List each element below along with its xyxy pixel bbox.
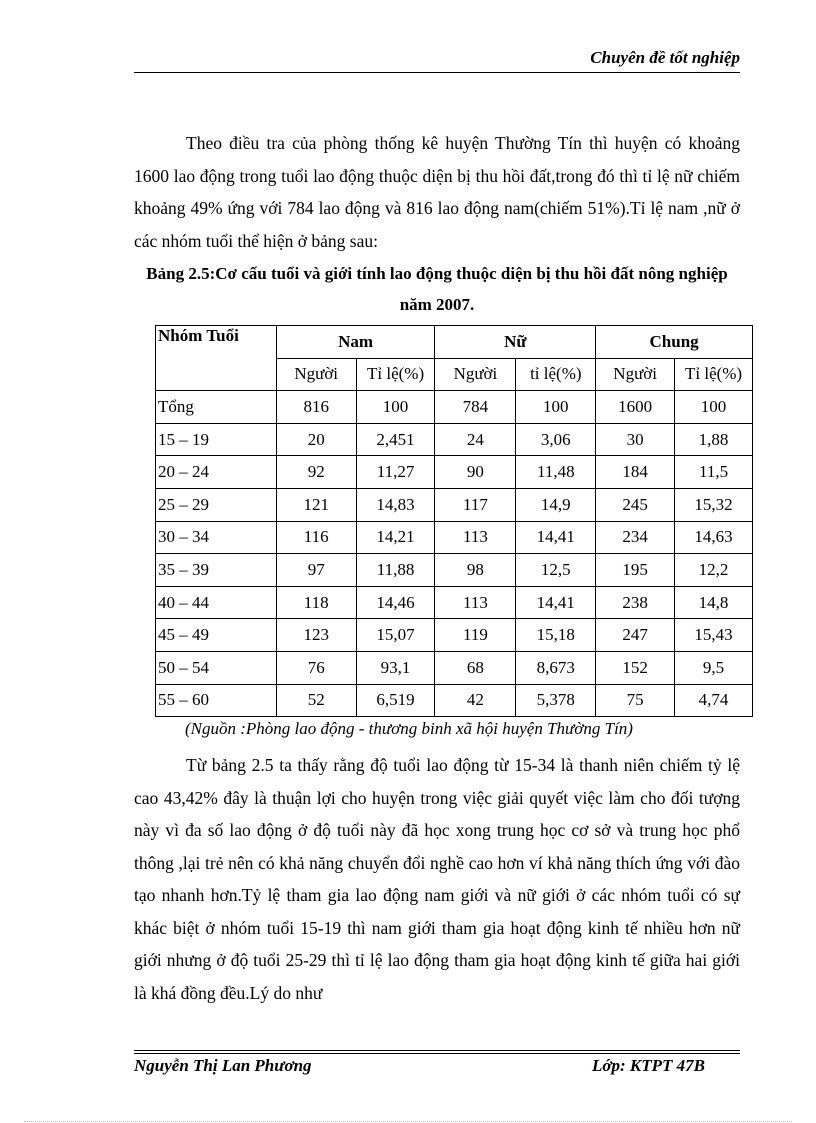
value-cell: 3,06 [516,423,596,456]
subheader-cell: Tỉ lệ(%) [356,358,435,391]
value-cell: 15,43 [675,619,753,652]
value-cell: 12,2 [675,554,753,587]
value-cell: 68 [435,651,516,684]
age-group-cell: 30 – 34 [156,521,277,554]
value-cell: 4,74 [675,684,753,717]
footer-class: Lớp: KTPT 47B [592,1056,705,1075]
value-cell: 14,41 [516,521,596,554]
value-cell: 9,5 [675,651,753,684]
value-cell: 14,83 [356,488,435,521]
value-cell: 184 [596,456,675,489]
table-row [156,456,753,489]
value-cell: 245 [596,488,675,521]
value-cell: 42 [435,684,516,717]
value-cell: 15,32 [675,488,753,521]
age-group-cell: 20 – 24 [156,456,277,489]
value-cell: 100 [675,391,753,424]
value-cell: 52 [276,684,356,717]
value-cell: 247 [596,619,675,652]
table-row [156,488,753,521]
table-row [156,391,753,424]
footer-rule [134,1050,740,1051]
value-cell: 15,18 [516,619,596,652]
value-cell: 11,5 [675,456,753,489]
value-cell: 14,41 [516,586,596,619]
value-cell: 76 [276,651,356,684]
value-cell: 2,451 [356,423,435,456]
value-cell: 20 [276,423,356,456]
footer-rule [134,1053,740,1054]
value-cell: 234 [596,521,675,554]
age-group-cell: 45 – 49 [156,619,277,652]
value-cell: 93,1 [356,651,435,684]
col-group-nu: Nữ [435,326,596,359]
value-cell: 118 [276,586,356,619]
value-cell: 784 [435,391,516,424]
value-cell: 6,519 [356,684,435,717]
value-cell: 97 [276,554,356,587]
table-header-row [156,326,753,359]
table-source: (Nguồn :Phòng lao động - thương binh xã hội huyện Thường Tín) [185,719,633,738]
table-row [156,423,753,456]
value-cell: 11,27 [356,456,435,489]
age-group-cell: 35 – 39 [156,554,277,587]
group-header-cell: Nhóm Tuổi [156,326,277,391]
value-cell: 117 [435,488,516,521]
age-group-cell: 55 – 60 [156,684,277,717]
table-row [156,619,753,652]
table-row [156,684,753,717]
value-cell: 119 [435,619,516,652]
header-rule [134,72,740,73]
paragraph-intro: Theo điều tra của phòng thống kê huyện Thường Tín thì huyện có khoảng 1600 lao động trong tuổi lao động thuộc diện bị thu hồi đất,trong đó thì tỉ lệ nữ chiếm khoảng 49% ứng với 784 lao động và 816 lao động nam(chiếm 51%).Tỉ lệ nam ,nữ ở các nhóm tuổi thể hiện ở bảng sau: [134,133,740,251]
value-cell: 92 [276,456,356,489]
table-row [156,554,753,587]
value-cell: 100 [356,391,435,424]
value-cell: 152 [596,651,675,684]
value-cell: 14,8 [675,586,753,619]
value-cell: 75 [596,684,675,717]
value-cell: 238 [596,586,675,619]
value-cell: 116 [276,521,356,554]
value-cell: 1,88 [675,423,753,456]
table-row [156,586,753,619]
value-cell: 14,63 [675,521,753,554]
page-bottom-dots [24,1121,792,1122]
age-group-cell: 40 – 44 [156,586,277,619]
value-cell: 24 [435,423,516,456]
value-cell: 1600 [596,391,675,424]
age-group-cell: 15 – 19 [156,423,277,456]
age-group-cell: Tổng [156,391,277,424]
value-cell: 14,9 [516,488,596,521]
table-caption: Bảng 2.5:Cơ cấu tuổi và giới tính lao động thuộc diện bị thu hồi đất nông nghiệp năm 2007. [146,264,728,314]
value-cell: 5,378 [516,684,596,717]
subheader-cell: Người [276,358,356,391]
value-cell: 11,48 [516,456,596,489]
age-group-cell: 25 – 29 [156,488,277,521]
value-cell: 12,5 [516,554,596,587]
value-cell: 195 [596,554,675,587]
age-group-cell: 50 – 54 [156,651,277,684]
age-gender-table [155,325,753,717]
header-title: Chuyên đề tốt nghiệp [590,48,740,67]
value-cell: 14,21 [356,521,435,554]
subheader-cell: Tỉ lệ(%) [675,358,753,391]
value-cell: 11,88 [356,554,435,587]
paragraph-analysis: Từ bảng 2.5 ta thấy rằng độ tuổi lao động từ 15-34 là thanh niên chiếm tỷ lệ cao 43,42% đây là thuận lợi cho huyện trong việc giải quyết việc làm cho đối tượng này vì đa số lao động ở độ tuổi này đã học xong trung học cơ sở và trung học phổ thông ,lại trẻ nên có khả năng chuyển đổi nghề cao hơn ví khả năng thích ứng với đào tạo nhanh hơn.Tỷ lệ tham gia lao động nam giới và nữ giới ở các nhóm tuổi có sự khác biệt ở nhóm tuổi 15-19 thì nam giới tham gia hoạt động kinh tế nhiều hơn nữ giới nhưng ở độ tuổi 25-29 thì tỉ lệ lao động tham gia hoạt động kinh tế giữa hai giới là khá đồng đều.Lý do như [134,755,740,1003]
col-group-nam: Nam [276,326,435,359]
value-cell: 113 [435,586,516,619]
subheader-cell: Người [435,358,516,391]
value-cell: 816 [276,391,356,424]
value-cell: 15,07 [356,619,435,652]
value-cell: 113 [435,521,516,554]
value-cell: 14,46 [356,586,435,619]
value-cell: 8,673 [516,651,596,684]
value-cell: 90 [435,456,516,489]
table-row [156,651,753,684]
value-cell: 123 [276,619,356,652]
value-cell: 121 [276,488,356,521]
subheader-cell: Người [596,358,675,391]
col-group-chung: Chung [596,326,753,359]
footer-author: Nguyễn Thị Lan Phương [134,1056,312,1075]
value-cell: 30 [596,423,675,456]
table-row [156,521,753,554]
subheader-cell: tỉ lệ(%) [516,358,596,391]
value-cell: 98 [435,554,516,587]
value-cell: 100 [516,391,596,424]
